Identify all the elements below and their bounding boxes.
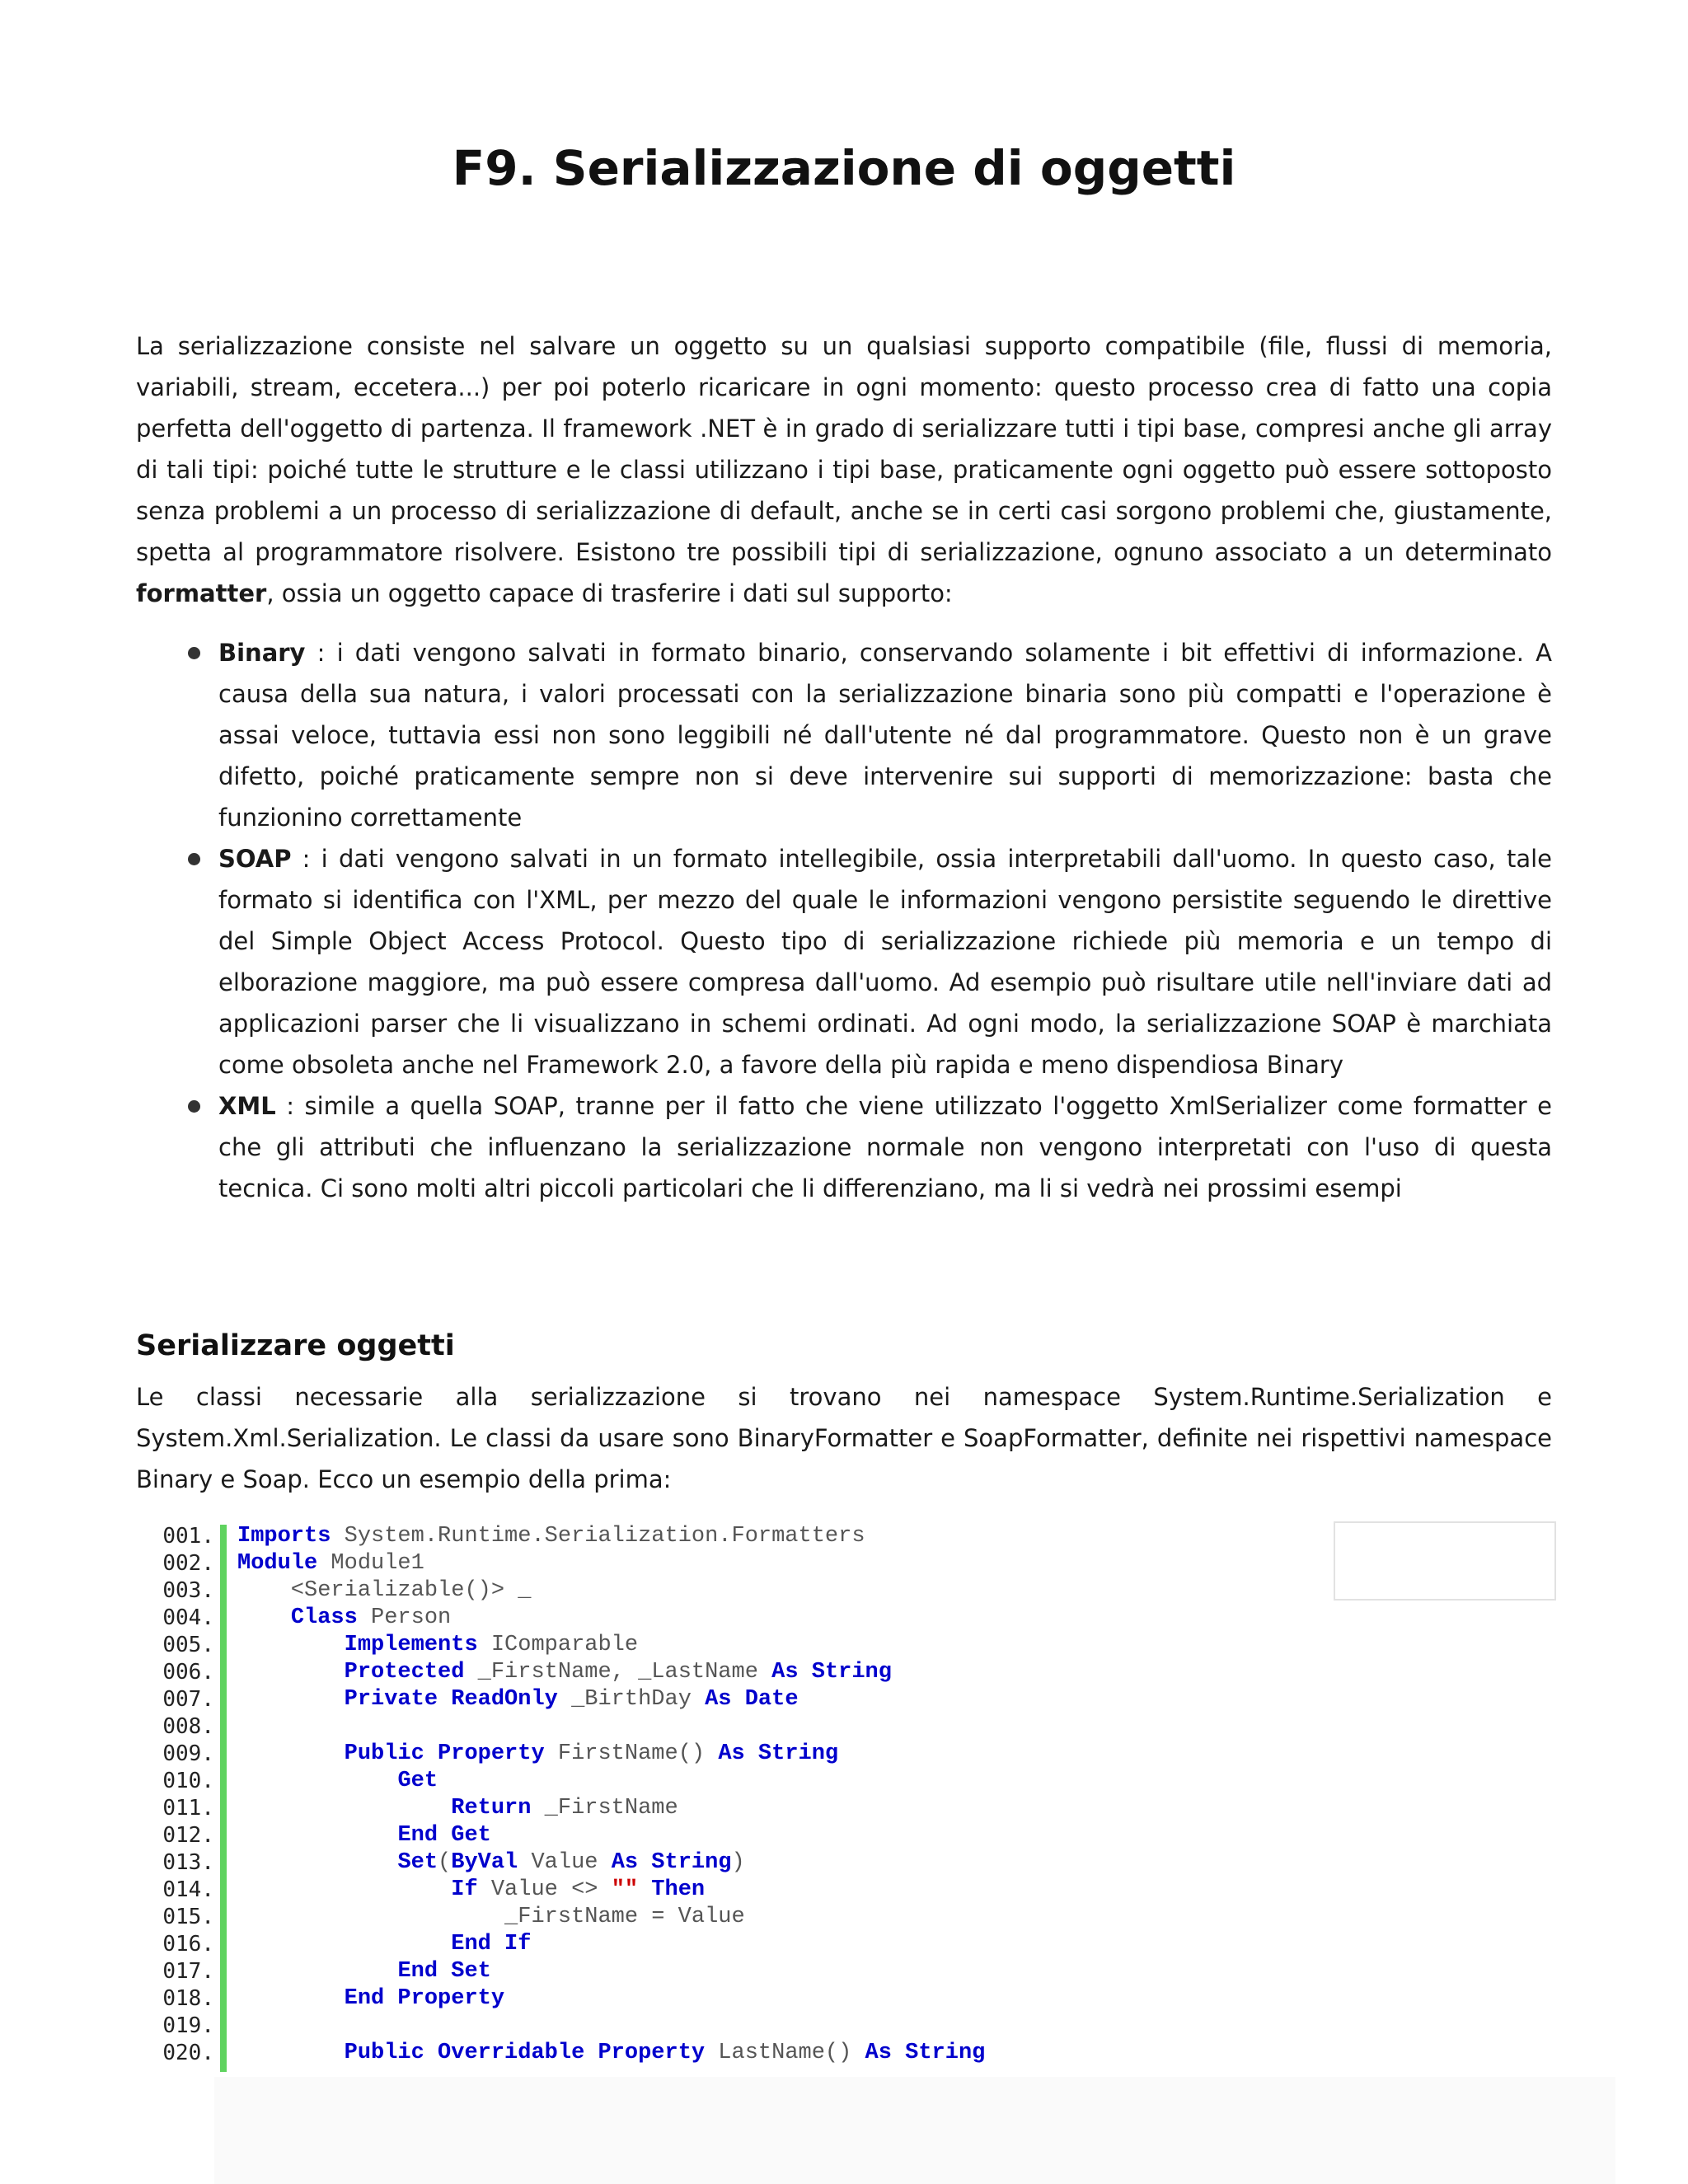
code-keyword: Public Property (344, 1741, 545, 1766)
intro-text-before: La serializzazione consiste nel salvare un oggetto su un qualsiasi supporto compatibile (file, flussi di memoria, variabili, stream, eccetera...) per poi poterlo ricaricare in ogni momento: questo processo crea di fatto una copia perfetta dell'oggetto di partenza. Il framework .NET è in grado di serializzare tutti i tipi base, compresi anche gli array di tali tipi: poiché tutte le strutture e le classi utilizzano i tipi base, praticamente ogni oggetto può essere sottoposto senza problemi a un processo di serializzazione di default, anche se in certi casi sorgono problemi che, giustamente, spetta al programmatore risolvere. Esistono tre possibili tipi di serializzazione, ognuno associato a un determinato (136, 332, 1552, 566)
section-paragraph: Le classi necessarie alla serializzazione si trovano nei namespace System.Runtime.Serialization e System.Xml.Serialization. Le classi da usare sono BinaryFormatter e SoapFormatter, definite nei rispettivi namespace Binary e Soap. Ecco un esempio della prima: (136, 1383, 1552, 1493)
code-keyword: End If (451, 1932, 532, 1957)
code-keyword: Get (397, 1769, 438, 1793)
code-keyword: As String (771, 1660, 892, 1685)
intro-paragraph (136, 326, 1552, 614)
code-keyword: Module (237, 1551, 318, 1576)
intro-formatter-term: formatter (136, 579, 267, 607)
code-line-number: 007. (162, 1687, 214, 1712)
bullet-icon (188, 647, 200, 659)
code-line: Implements IComparable (344, 1633, 639, 1657)
format-name: Binary (218, 639, 306, 667)
code-keyword: If (451, 1877, 478, 1902)
format-description: : i dati vengono salvati in un formato intellegibile, ossia interpretabili dall'uomo. In questo caso, tale formato si identifica con l'XML, per mezzo del quale le informazioni vengono persistite seguendo le direttive del Simple Object Access Protocol. Questo tipo di serializzazione richiede più memoria e un tempo di elborazione maggiore, ma può essere compresa dall'uomo. Ad esempio può risultare utile nell'inviare dati ad applicazioni parser che li visualizzano in schemi ordinati. Ad ogni modo, la serializzazione SOAP è marchiata come obsoleta anche nel Framework 2.0, a favore della più rapida e meno dispendiosa Binary (218, 845, 1552, 1079)
code-line: <Serializable()> _ (237, 1578, 532, 1603)
code-line: Public Overridable Property LastName() As String (344, 2041, 986, 2065)
code-line (237, 1768, 985, 1795)
code-keyword: Class (290, 1605, 358, 1630)
code-line-number: 005. (162, 1633, 214, 1657)
code-line (237, 1822, 985, 1849)
code-keyword: Set (397, 1850, 438, 1875)
list-item-soap (136, 838, 1552, 1085)
code-line-number: 009. (162, 1741, 214, 1766)
code-line-numbers (148, 1523, 214, 2067)
section-heading: Serializzare oggetti (136, 1329, 455, 1362)
code-gutter-bar (220, 1525, 227, 2072)
code-keyword: As String (718, 1741, 839, 1766)
format-name: SOAP (218, 845, 292, 873)
code-line-number: 015. (162, 1905, 214, 1929)
code-line (237, 1931, 985, 1958)
code-keyword: ByVal (451, 1850, 518, 1875)
code-keyword: Imports (237, 1524, 331, 1549)
code-line-number: 017. (162, 1959, 214, 1984)
code-line-number: 003. (162, 1578, 214, 1603)
code-line-number: 013. (162, 1850, 214, 1875)
code-line: Public Property FirstName() As String (344, 1741, 839, 1766)
code-keyword: Public Overridable Property (344, 2041, 706, 2065)
list-item-binary (136, 632, 1552, 838)
code-line: Class Person (290, 1605, 452, 1630)
code-line-number: 016. (162, 1932, 214, 1957)
code-line: If Value <> "" Then (451, 1877, 706, 1902)
code-line: Imports System.Runtime.Serialization.Formatters (237, 1524, 865, 1549)
formats-list (136, 632, 1552, 1209)
code-fade-area (214, 2077, 1615, 2184)
code-line-number: 014. (162, 1877, 214, 1902)
code-listing (148, 1523, 1558, 2083)
code-line-number: 010. (162, 1769, 214, 1793)
code-line: Private ReadOnly _BirthDay As Date (344, 1687, 799, 1712)
code-keyword: Return (451, 1796, 532, 1821)
intro-section (136, 326, 1552, 1209)
code-keyword: Private ReadOnly (344, 1687, 558, 1712)
code-line-number: 019. (162, 2013, 214, 2038)
code-keyword: Protected (344, 1660, 465, 1685)
format-name: XML (218, 1092, 276, 1120)
code-line-number: 008. (162, 1714, 214, 1739)
format-description: : i dati vengono salvati in formato binario, conservando solamente i bit effettivi di informazione. A causa della sua natura, i valori processati con la serializzazione binaria sono più compatti e l'operazione è assai veloce, tuttavia essi non sono leggibili né dall'utente né dal programmatore. Questo non è un grave difetto, poiché praticamente sempre non si deve intervenire sui supporti di memorizzazione: basta che funzionino correttamente (218, 639, 1552, 832)
code-line-number: 006. (162, 1660, 214, 1685)
page-title: F9. Serializzazione di oggetti (452, 140, 1236, 196)
code-keyword: End Get (397, 1823, 491, 1848)
code-line: Return _FirstName (451, 1796, 678, 1821)
code-line-number: 012. (162, 1823, 214, 1848)
code-line: _FirstName = Value (237, 1905, 745, 1929)
list-item-xml (136, 1085, 1552, 1209)
code-line: Module Module1 (237, 1551, 424, 1576)
code-keyword: End Property (344, 1986, 505, 2011)
code-string: "" (611, 1877, 639, 1902)
code-keyword: Implements (344, 1633, 478, 1657)
code-line-number: 020. (162, 2041, 214, 2065)
code-keyword: Then (651, 1877, 706, 1902)
format-description: : simile a quella SOAP, tranne per il fatto che viene utilizzato l'oggetto XmlSerializer come formatter e che gli attributi che influenzano la serializzazione normale non vengono interpretati con l'uso di questa tecnica. Ci sono molti altri piccoli particolari che li differenziano, ma li si vedrà nei prossimi esempi (218, 1092, 1552, 1202)
code-line (237, 1713, 985, 1741)
code-line (237, 1985, 985, 2013)
code-line (237, 2013, 985, 2040)
intro-text-after: , ossia un oggetto capace di trasferire i dati sul supporto: (266, 579, 953, 607)
code-keyword: End Set (397, 1959, 491, 1984)
bullet-icon (188, 1100, 200, 1113)
code-lines (237, 1523, 985, 2067)
code-line-number: 018. (162, 1986, 214, 2011)
code-line-number: 002. (162, 1551, 214, 1576)
code-keyword: As String (611, 1850, 732, 1875)
code-line: Set(ByVal Value As String) (397, 1850, 745, 1875)
code-line-number: 011. (162, 1796, 214, 1821)
code-line-number: 001. (162, 1524, 214, 1549)
code-line-number: 004. (162, 1605, 214, 1630)
code-keyword: As String (865, 2041, 986, 2065)
bullet-icon (188, 853, 200, 865)
code-keyword: As Date (705, 1687, 799, 1712)
code-line (237, 1958, 985, 1985)
code-line: Protected _FirstName, _LastName As String (344, 1660, 892, 1685)
